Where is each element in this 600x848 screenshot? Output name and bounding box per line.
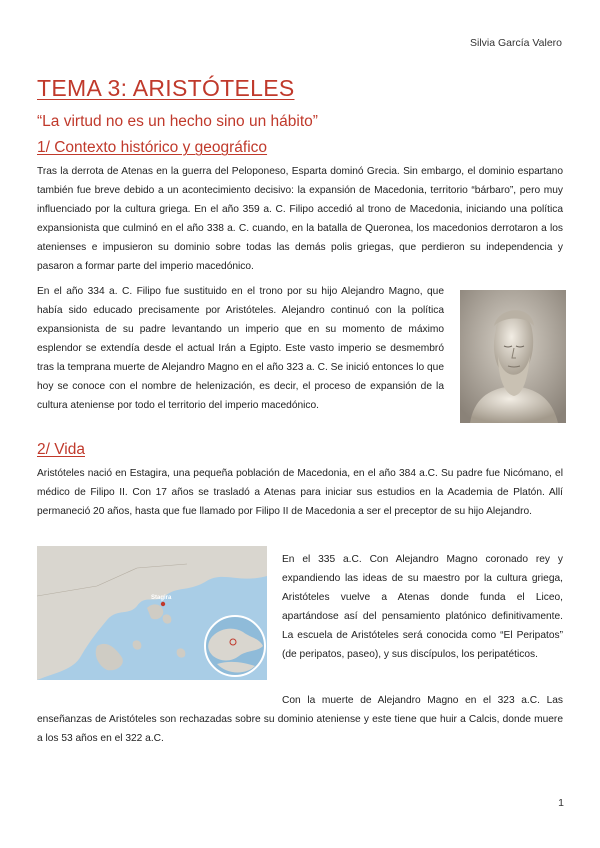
paragraph-context-2: En el año 334 a. C. Filipo fue sustituido en el trono por su hijo Alejandro Magno, que había sido educado precisamente por Aristóteles. Alejandro continuó con la política expansionista de su padre levantando un imperio que en su momento de máximo esplendor se extendía desde el actual Irán a Egipto. Este vasto imperio se desmembró tras la temprana muerte de Alejandro Magno en el año 323 a. C. Se inició entonces lo que hoy se conoce con el nombre de helenización, es decir, el proceso de expansión de la cultura ateniense por todo el territorio del imperio macedónico.	[37, 286, 444, 411]
quote: “La virtud no es un hecho sino un hábito”	[37, 113, 318, 130]
paragraph-vida-3: Con la muerte de Alejandro Magno en el 323 a.C. Las enseñanzas de Aristóteles son rechazadas sobre su dominio ateniense y este tiene que huir a Calcis, donde muere a los 53 años en el 322 a.C.	[37, 695, 563, 744]
aristotle-bust-image	[460, 290, 566, 423]
paragraph-vida-2: En el 335 a.C. Con Alejandro Magno coronado rey y expandiendo las ideas de su maestro por la cultura griega, Aristóteles vuelve a Atenas donde funda el Liceo, apartándose así del pensamiento platónico definitivamente. La escuela de Aristóteles será conocida como “El Peripatos” (de peripatos, paseo), y sus discípulos, los peripatéticos.	[282, 554, 563, 660]
stagira-map-image	[37, 546, 267, 680]
paragraph-context-1: Tras la derrota de Atenas en la guerra del Peloponeso, Esparta dominó Grecia. Sin embargo, el dominio espartano también fue breve debido a un acontecimiento decisivo: la expansión de Macedonia, territorio “bárbaro”, pero muy influenciado por la cultura griega. En el año 359 a. C. Filipo accedió al trono de Macedonia, iniciando una política expansionista que culminó en el año 338 a. C. cuando, en la batalla de Queronea, los macedonios derrotaron a los atenienses e impusieron su dominio sobre todas las demás polis griegas, que perdieron su independencia y pasaron a formar parte del imperio macedónico.	[37, 166, 563, 272]
map-label-stagira: Stagira	[151, 595, 172, 601]
section-heading-context: 1/ Contexto histórico y geográfico	[37, 139, 268, 156]
page-title: TEMA 3: ARISTÓTELES	[37, 75, 295, 101]
paragraph-vida-1: Aristóteles nació en Estagira, una pequeña población de Macedonia, en el año 384 a.C. Su padre fue Nicómano, el médico de Filipo II. Con 17 años se trasladó a Atenas para iniciar sus estudios en la Academia de Platón. Allí permaneció 20 años, hasta que fue llamado por Filipo II de Macedonia a ser el preceptor de su hijo Alejandro.	[37, 468, 563, 517]
page-number: 1	[558, 797, 564, 809]
section-heading-vida: 2/ Vida	[37, 441, 85, 458]
author-name: Silvia García Valero	[469, 37, 562, 49]
